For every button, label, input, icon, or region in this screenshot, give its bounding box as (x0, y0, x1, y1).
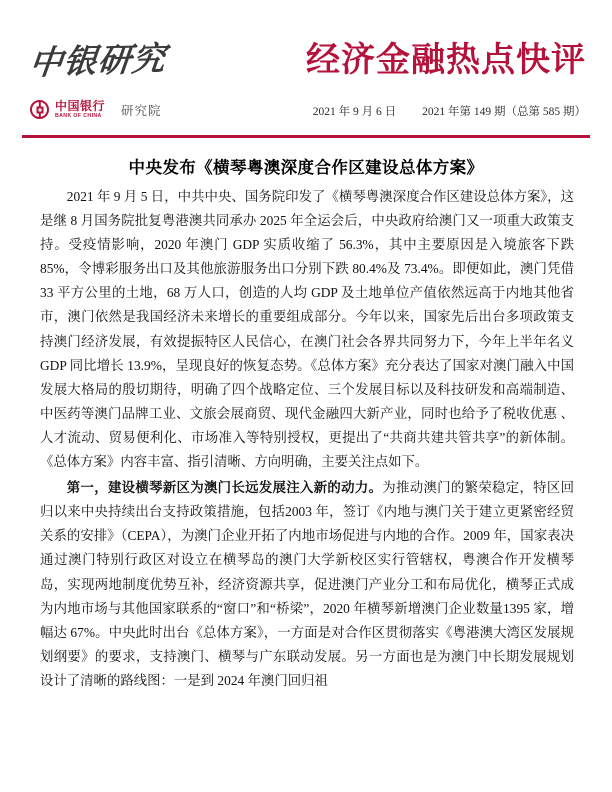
boc-emblem-icon (30, 100, 49, 119)
paragraph-1 (40, 185, 574, 474)
paragraph-1-text: 2021 年 9 月 5 日，中共中央、国务院印发了《横琴粤澳深度合作区建设总体方案》，这是继 8 月国务院批复粤港澳共同承办 2025 年全运会后，中央政府给澳门又一项重大政策支持。受疫情影响，2020 年澳门 GDP 实质收缩了 56.3%，其中主要原因是入境旅客下跌 85%，令博彩服务出口及其他旅游服务出口分别下跌 80.4%及 73.4%。即便如此，澳门凭借 33 平方公里的土地，68 万人口，创造的人均 GDP 及土地单位产值依然远高于内地其他省市，澳门依然是我国经济未来增长的重要组成部分。今年以来，国家先后出台多项政策支持澳门经济发展，有效提振特区人民信心，在澳门社会各界共同努力下，今年上半年名义 GDP 同比增长 13.9%，呈现良好的恢复态势。《总体方案》充分表达了国家对澳门融入中国发展大格局的殷切期待，明确了四个战略定位、三个发展目标以及科技研发和高端制造、中医药等澳门品牌工业、文旅会展商贸、现代金融四大新产业，同时也给予了税收优惠 、人才流动、贸易便利化、市场准入等特别授权，更提出了“共商共建共管共享”的新体制。《总体方案》内容丰富、指引清晰、方向明确，主要关注点如下。 (40, 189, 574, 470)
document-body (40, 185, 574, 693)
issue-info (313, 103, 586, 119)
paragraph-2-text: 为推动澳门的繁荣稳定，特区回归以来中央持续出台支持政策措施，包括2003 年，签订《内地与澳门关于建立更紧密经贸关系的安排》（CEPA），为澳门企业开拓了内地市场促进与内地的合作。2009 年，国家表决通过澳门特别行政区对设立在横琴岛的澳门大学新校区实行管辖权，粤澳合作开发横琴岛，实现两地制度优势互补，经济资源共享，促进澳门产业分工和布局优化，横琴正式成为内地市场与其他国家联系的“窗口”和“桥梁”，2020 年横琴新增澳门企业数量1395 家，增幅达 67%。中央此时出台《总体方案》，一方面是对合作区贯彻落实《粤港澳大湾区发展规划纲要》的要求，支持澳门、横琴与广东联动发展。另一方面也是为澳门中长期发展规划设计了清晰的路线图：一是到 2024 年澳门回归祖 (40, 480, 575, 688)
masthead-title: 经济金融热点快评 (306, 41, 586, 79)
institute-label: 研究院 (121, 103, 162, 118)
bank-name-cn: 中国银行 (55, 99, 106, 113)
issue-number: 2021 年第 149 期（总第 585 期） (422, 106, 586, 118)
identity-row (22, 100, 590, 130)
paragraph-2 (40, 476, 574, 693)
brand-calligraphy-logo: 中银研究 (27, 41, 168, 83)
masthead (22, 0, 590, 100)
paragraph-2-lead: 第一，建设横琴新区为澳门长远发展注入新的动力。 (66, 480, 383, 496)
bank-of-china-logo (30, 100, 162, 119)
publication-date: 2021 年 9 月 6 日 (312, 106, 397, 118)
boc-name-block (55, 100, 105, 119)
bank-name-en: BANK OF CHINA (55, 113, 102, 119)
header-divider-rule (22, 135, 590, 138)
document-title: 中央发布《横琴粤澳深度合作区建设总体方案》 (128, 158, 484, 177)
